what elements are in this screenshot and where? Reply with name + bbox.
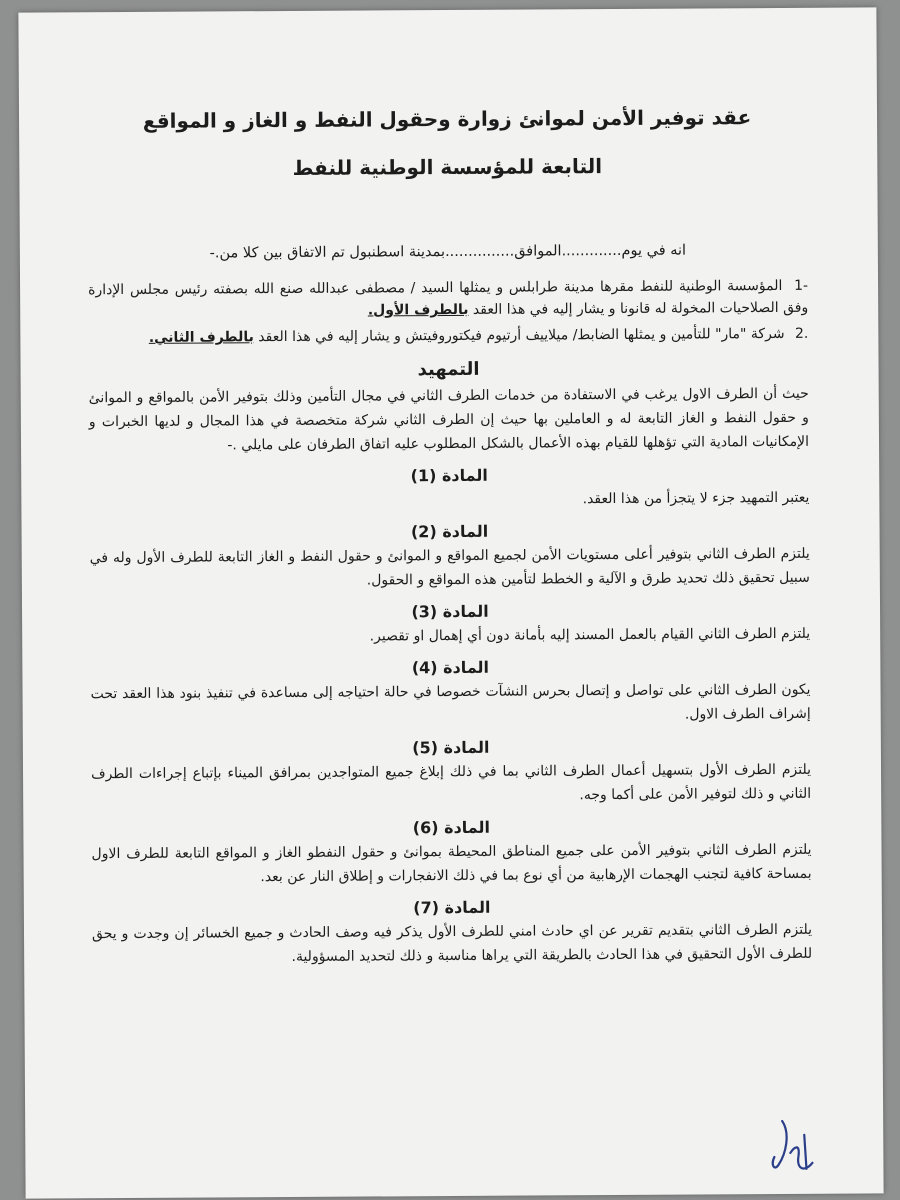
article-5-title: المادة (5) [412,737,490,758]
article-4-title: المادة (4) [411,657,490,678]
article-6-text: يلتزم الطرف الثاني بتوفير الأمن على جميع المناطق المحيطة بموانئ و حقول النفطو الغاز و المواقع التابعة للطرف الاول بمساحة كافية لتجنب الهجمات الإرهابية من أي نوع بما في ذلك الانفجارات و إطلاق النار عن بعد. [91,841,812,886]
article-1-title: المادة (1) [410,465,488,486]
article-2-title: المادة (2) [410,521,489,542]
article-6-title: المادة (6) [412,817,491,838]
intro-line: انه في يوم.............الموافق...............بمدينة اسطنبول تم الاتفاق بين كلا من.- [209,242,687,262]
contract-body [87,103,812,970]
article-3-text: يلتزم الطرف الثاني القيام بالعمل المسند إليه بأمانة دون أي إهمال او تقصير. [369,625,811,645]
article-7-title: المادة (7) [413,897,491,918]
signature-mark [760,1113,830,1183]
preamble-text: حيث أن الطرف الاول يرغب في الاستفادة من خدمات الطرف الثاني في مجال التأمين وذلك بتوفير الأمن بالمواقع و الموانئ و حقول النفط و الغاز التابعة له و العاملين بها حيث إن الطرف الثاني شركة متخصصة في هذا المجال و لديها الخبرات و الإمكانيات المادية التي تؤهلها للقيام بهذه الأعمال بالشكل المطلوب عليه اتفاق الطرفان على مايلي .- [88,385,810,454]
article-7-text: يلتزم الطرف الثاني بتقديم تقرير عن اي حادث امني للطرف الأول يذكر فيه وصف الحادث و جميع الخسائر إن وجدت و يحق للطرف الأول التحقيق في هذا الحادث بالطريقة التي يراها مناسبة و ذلك لتحديد المسؤولية. [91,921,813,965]
party-1-number: -1 [794,277,809,294]
title-line-2: التابعة للمؤسسة الوطنية للنفط [292,154,603,180]
party-2 [88,323,808,349]
article-3-title: المادة (3) [411,601,489,622]
document-page [18,7,883,1198]
party-1-label: بالطرف الأول. [367,301,469,319]
party-1-text: المؤسسة الوطنية للنفط مقرها مدينة طرابلس و يمثلها السيد / مصطفى عبدالله صنع الله بصفته رئيس مجلس الإدارة وفق الصلاحيات المخولة له قانونا و يشار إليه في هذا العقد [88,277,809,318]
party-2-number: .2 [794,325,809,342]
article-1-text: يعتبر التمهيد جزء لا يتجزأ من هذا العقد. [582,489,810,508]
article-5-text: يلتزم الطرف الأول بتسهيل أعمال الطرف الثاني بما في ذلك إبلاغ جميع المتواجدين بمرافق الميناء بإتباع إجراءات الطرف الثاني و ذلك لتوفير الأمن على أكما وجه. [90,761,812,804]
party-2-label: بالطرف الثاني. [148,329,254,346]
party-1 [88,275,808,323]
title-line-1: عقد توفير الأمن لموانئ زوارة وحقول النفط و الغاز و المواقع [142,105,752,133]
article-2-text: يلتزم الطرف الثاني بتوفير أعلى مستويات الأمن لجميع المواقع و الموانئ و حقول النفط و الغاز التابعة للطرف الأول وله في سبيل تحقيق ذلك تحديد طرق و الآلية و الخطط لتأمين هذه المواقع و الحقول. [89,545,810,589]
preamble-title: التمهيد [417,358,480,381]
party-2-text: شركة "مار" للتأمين و يمثلها الضابط/ ميلاييف أرتيوم فيكتوروفيتش و يشار إليه في هذا العقد [253,325,785,346]
article-4-text: يكون الطرف الثاني على تواصل و إتصال بحرس النشآت خصوصا في حالة احتياجه إلى مساعدة في تنفيذ بنود هذا العقد تحت إشراف الطرف الاول. [90,681,811,723]
